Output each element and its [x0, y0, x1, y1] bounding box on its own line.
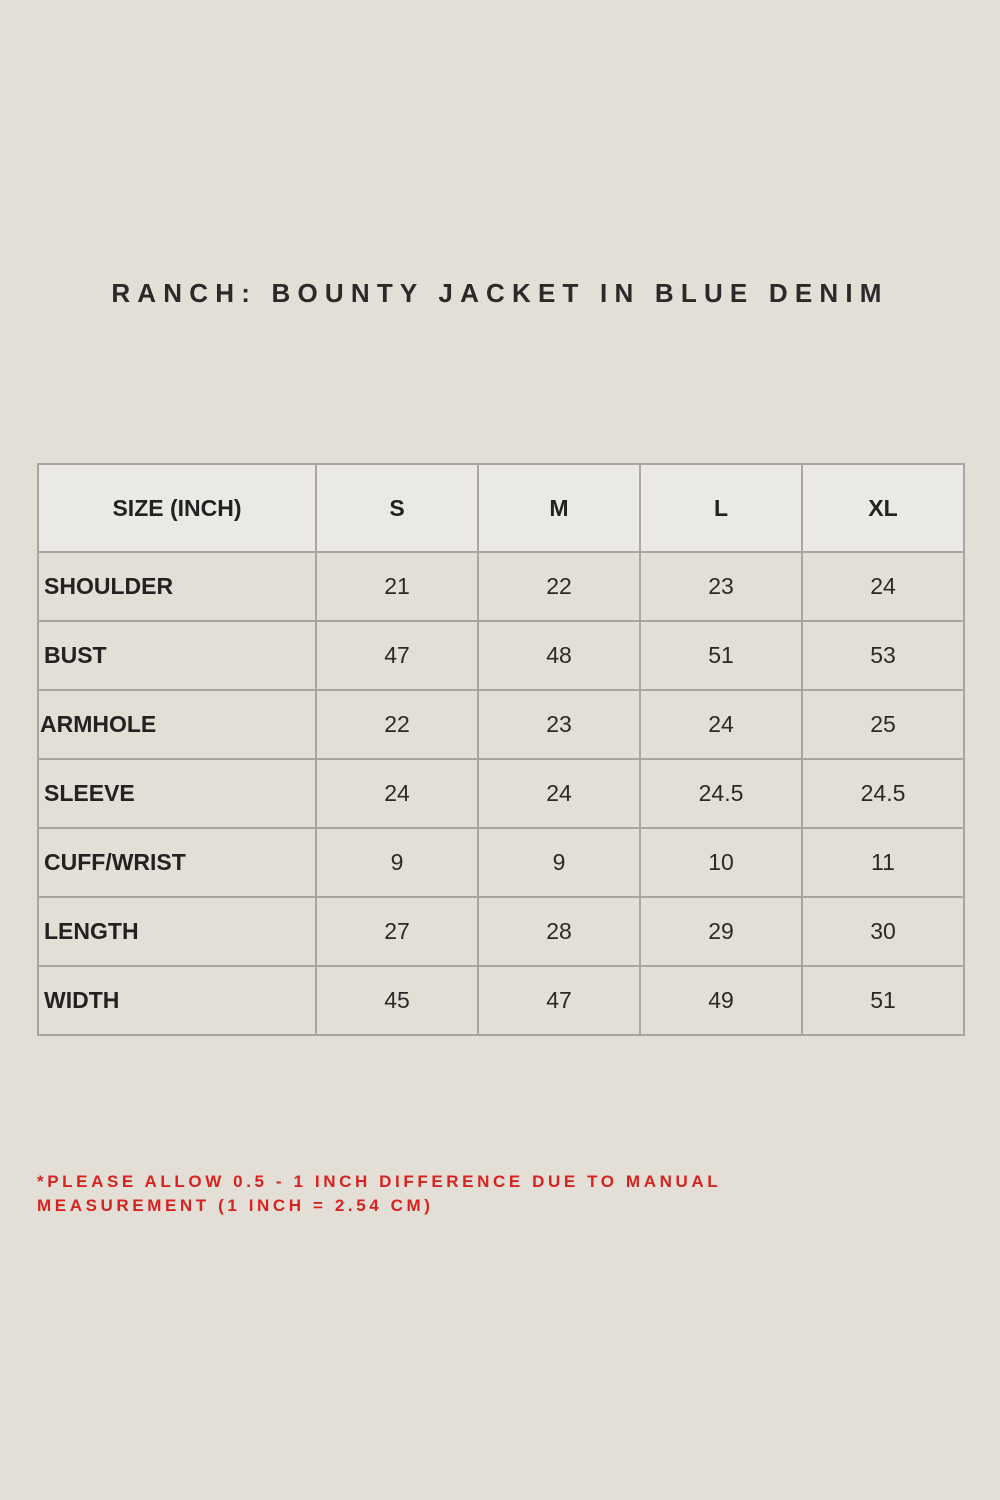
cell: 29: [640, 897, 802, 966]
table-row: [38, 828, 964, 897]
cell: 25: [802, 690, 964, 759]
cell: 51: [802, 966, 964, 1035]
cell: 49: [640, 966, 802, 1035]
header-size: SIZE (INCH): [38, 464, 316, 552]
cell: 27: [316, 897, 478, 966]
cell: 24.5: [640, 759, 802, 828]
disclaimer-line-1: *PLEASE ALLOW 0.5 - 1 INCH DIFFERENCE DUE TO MANUAL: [37, 1172, 722, 1191]
table-row: [38, 759, 964, 828]
cell: 24: [478, 759, 640, 828]
page-title: RANCH: BOUNTY JACKET IN BLUE DENIM: [111, 278, 889, 308]
cell: 9: [316, 828, 478, 897]
table-row: [38, 966, 964, 1035]
cell: 28: [478, 897, 640, 966]
cell: 23: [478, 690, 640, 759]
header-l: L: [640, 464, 802, 552]
cell: 9: [478, 828, 640, 897]
header-s: S: [316, 464, 478, 552]
table-row: [38, 897, 964, 966]
header-xl: XL: [802, 464, 964, 552]
header-m: M: [478, 464, 640, 552]
cell: 24: [802, 552, 964, 621]
cell: 23: [640, 552, 802, 621]
table-row: [38, 621, 964, 690]
cell: 47: [478, 966, 640, 1035]
cell: 21: [316, 552, 478, 621]
disclaimer-line-2: MEASUREMENT (1 INCH = 2.54 CM): [37, 1196, 434, 1215]
size-chart-table: [37, 463, 965, 1036]
cell: 24: [316, 759, 478, 828]
cell: 30: [802, 897, 964, 966]
cell: 22: [316, 690, 478, 759]
cell: 10: [640, 828, 802, 897]
cell: 51: [640, 621, 802, 690]
table-row: [38, 552, 964, 621]
row-label: ARMHOLE: [38, 690, 316, 759]
cell: 53: [802, 621, 964, 690]
row-label: SHOULDER: [38, 552, 316, 621]
cell: 48: [478, 621, 640, 690]
cell: 47: [316, 621, 478, 690]
row-label: SLEEVE: [38, 759, 316, 828]
cell: 45: [316, 966, 478, 1035]
table-header-row: [38, 464, 964, 552]
cell: 22: [478, 552, 640, 621]
measurement-disclaimer: [37, 1170, 721, 1218]
cell: 11: [802, 828, 964, 897]
cell: 24.5: [802, 759, 964, 828]
row-label: WIDTH: [38, 966, 316, 1035]
table-row: [38, 690, 964, 759]
row-label: CUFF/WRIST: [38, 828, 316, 897]
row-label: LENGTH: [38, 897, 316, 966]
cell: 24: [640, 690, 802, 759]
row-label: BUST: [38, 621, 316, 690]
